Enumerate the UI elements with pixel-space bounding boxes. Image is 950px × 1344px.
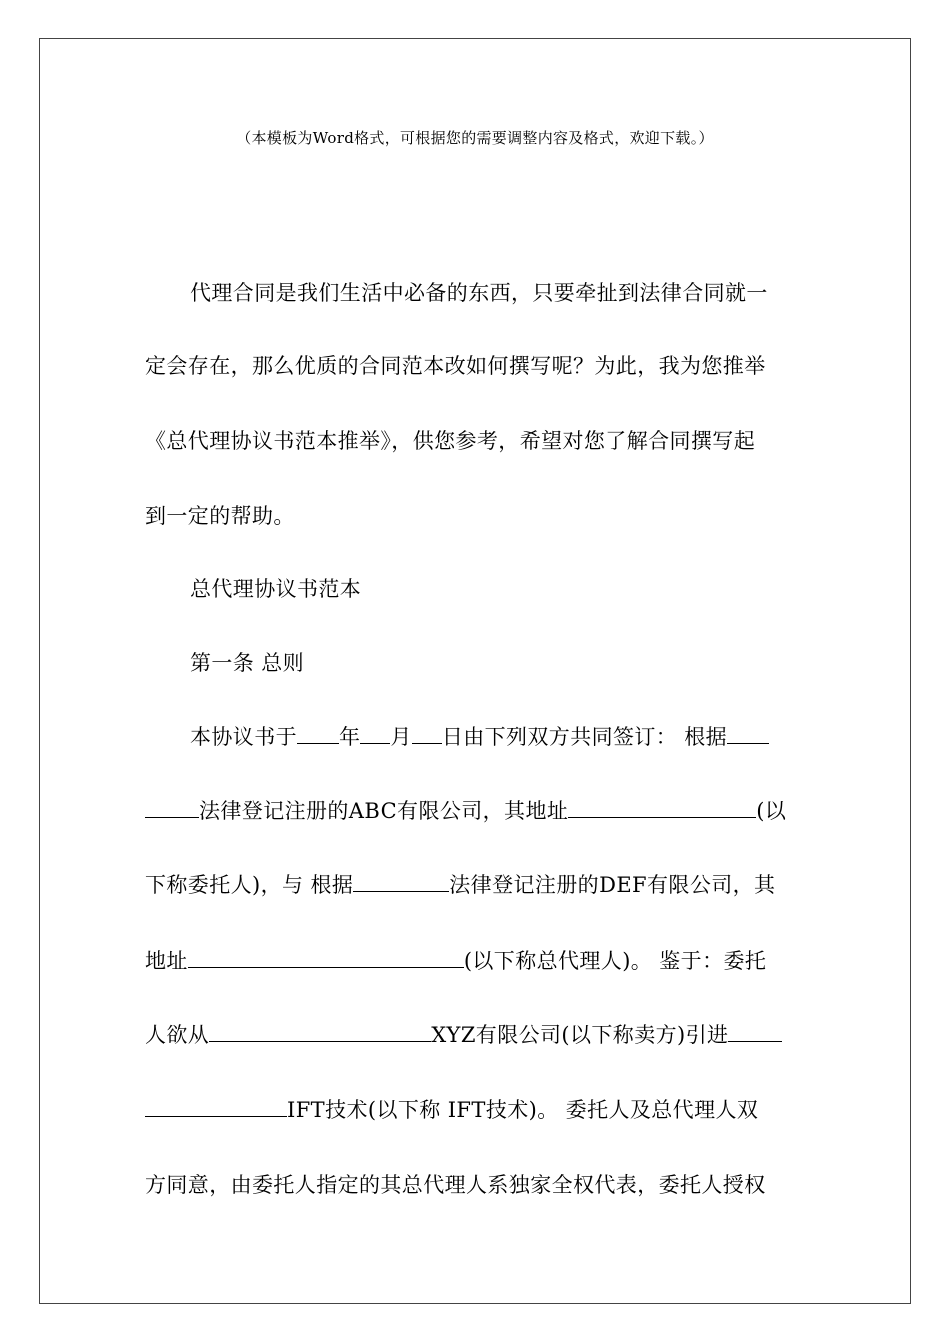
blank-month bbox=[360, 725, 390, 744]
article-1-heading: 第一条 总则 bbox=[190, 651, 305, 675]
text: 本协议书于 bbox=[190, 725, 297, 749]
blank-address-abc bbox=[568, 799, 756, 818]
text: 月 bbox=[390, 725, 412, 749]
text: 地址 bbox=[145, 949, 188, 973]
body-line-6 bbox=[145, 1097, 805, 1123]
blank-year bbox=[297, 725, 339, 744]
blank-law-cont bbox=[145, 799, 199, 818]
intro-line-1: 代理合同是我们生活中必备的东西，只要牵扯到法律合同就一 bbox=[190, 281, 768, 305]
body-line-7: 方同意，由委托人指定的其总代理人系独家全权代表，委托人授权 bbox=[145, 1173, 766, 1197]
body-line-3 bbox=[145, 872, 805, 898]
text: 法律登记注册的ABC有限公司，其地址 bbox=[199, 799, 569, 823]
text: XYZ有限公司(以下称卖方)引进 bbox=[431, 1023, 729, 1047]
text: (以 bbox=[756, 799, 787, 823]
blank-law-def bbox=[353, 873, 449, 892]
body-line-4 bbox=[145, 948, 805, 974]
blank-address-def bbox=[188, 949, 464, 968]
text: 年 bbox=[339, 725, 361, 749]
intro-line-2: 定会存在，那么优质的合同范本改如何撰写呢？为此，我为您推举 bbox=[145, 354, 766, 378]
text: 法律登记注册的DEF有限公司，其 bbox=[449, 873, 776, 897]
text: 下称委托人)，与 根据 bbox=[145, 873, 354, 897]
body-line-2 bbox=[145, 798, 805, 824]
intro-line-4: 到一定的帮助。 bbox=[145, 504, 295, 528]
blank-tech-cont bbox=[145, 1098, 287, 1117]
document-title: 总代理协议书范本 bbox=[190, 577, 362, 601]
blank-law bbox=[727, 725, 769, 744]
text: (以下称总代理人)。 鉴于：委托 bbox=[463, 949, 767, 973]
text: 日由下列双方共同签订： 根据 bbox=[441, 725, 728, 749]
text: IFT技术(以下称 IFT技术)。 委托人及总代理人双 bbox=[287, 1098, 759, 1122]
blank-day bbox=[412, 725, 442, 744]
blank-tech bbox=[728, 1023, 782, 1042]
body-line-5 bbox=[145, 1022, 805, 1048]
blank-source bbox=[209, 1023, 431, 1042]
template-note: （本模板为Word格式，可根据您的需要调整内容及格式，欢迎下载。） bbox=[236, 129, 714, 147]
intro-line-3: 《总代理协议书范本推举》，供您参考，希望对您了解合同撰写起 bbox=[145, 429, 756, 453]
body-line-1 bbox=[190, 724, 850, 750]
text: 人欲从 bbox=[145, 1023, 210, 1047]
